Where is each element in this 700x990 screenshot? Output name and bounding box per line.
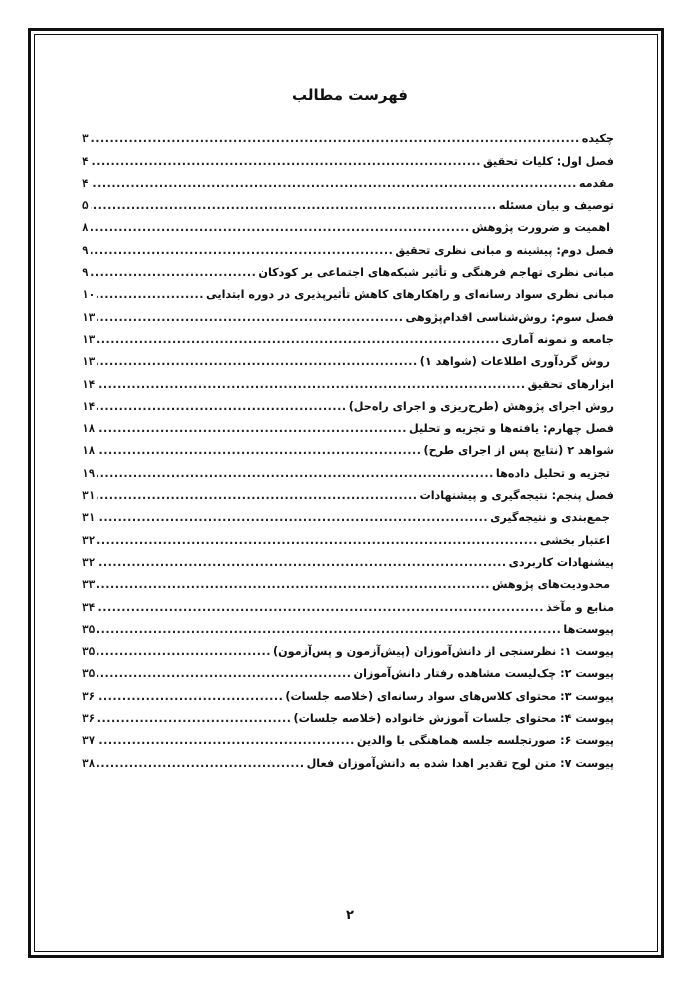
toc-entry[interactable] xyxy=(82,258,614,280)
toc-entry-page: ۳۵ xyxy=(82,622,96,636)
toc-leader-dots xyxy=(97,422,407,436)
toc-entry-page: ۳۷ xyxy=(82,734,96,748)
toc-entry-page: ۳۵ xyxy=(82,645,96,659)
toc-entry[interactable] xyxy=(82,637,614,659)
toc-entry[interactable] xyxy=(82,280,614,302)
toc-leader-dots xyxy=(97,556,506,570)
toc-entry-title: توصیف و بیان مسئله xyxy=(498,199,614,213)
toc-entry[interactable] xyxy=(82,235,614,257)
toc-entry-title: فصل چهارم: یافته‌ها و تجزیه و تحلیل xyxy=(408,422,614,436)
toc-entry-title: پیوست‌ها xyxy=(563,622,614,636)
toc-leader-dots xyxy=(97,534,538,548)
toc-entry-title: جمع‌بندی و نتیجه‌گیری xyxy=(490,511,610,525)
toc-entry[interactable] xyxy=(82,503,614,525)
toc-entry-title: مبانی نظری تهاجم فرهنگی و تأثیر شبکه‌های اجتماعی بر کودکان xyxy=(258,266,614,280)
toc-entry-page: ۳ xyxy=(82,132,89,146)
toc-entry[interactable] xyxy=(82,124,614,146)
toc-entry[interactable] xyxy=(82,726,614,748)
toc-entry[interactable] xyxy=(82,302,614,324)
toc-leader-dots xyxy=(97,712,291,726)
toc-leader-dots xyxy=(91,199,497,213)
toc-leader-dots xyxy=(97,667,351,681)
toc-entry[interactable] xyxy=(82,436,614,458)
toc-entry[interactable] xyxy=(82,347,614,369)
toc-entry-page: ۸ xyxy=(82,221,89,235)
toc-leader-dots xyxy=(97,734,355,748)
toc-entry-title: پیشنهادات کاربردی xyxy=(508,555,614,569)
toc-entry-page: ۳۴ xyxy=(82,600,96,614)
toc-entry[interactable] xyxy=(82,325,614,347)
toc-entry-page: ۳۸ xyxy=(82,756,96,770)
toc-entry-title: مبانی نظری سواد رسانه‌ای و راهکارهای کاهش تأثیرپذیری در دوره ابتدایی xyxy=(206,288,614,302)
toc-entry[interactable] xyxy=(82,748,614,770)
toc-leader-dots xyxy=(97,288,204,302)
toc-entry-title: محدودیت‌های پژوهش xyxy=(492,578,610,592)
toc-entry[interactable] xyxy=(82,525,614,547)
toc-entry-title: روش گردآوری اطلاعات (شواهد ۱) xyxy=(419,355,610,369)
toc-entry[interactable] xyxy=(82,414,614,436)
toc-entry-title: اعتبار بخشی xyxy=(539,533,610,547)
page-title: فهرست مطالب xyxy=(292,86,408,104)
toc-entry[interactable] xyxy=(82,213,614,235)
toc-leader-dots xyxy=(97,601,544,615)
toc-entry-title: منابع و مآخذ xyxy=(546,600,614,614)
toc-entry-title: مقدمه xyxy=(578,176,614,190)
toc-entry-title: پیوست ۷: متن لوح تقدیر اهدا شده به دانش‌آموزان فعال xyxy=(306,756,614,770)
toc-leader-dots xyxy=(91,155,481,169)
toc-leader-dots xyxy=(91,244,394,258)
toc-entry-title: پیوست ۲: چک‌لیست مشاهده رفتار دانش‌آموزان xyxy=(353,667,614,681)
toc-entry-page: ۵ xyxy=(82,199,89,213)
toc-entry-title: پیوست ۱: نظرسنجی از دانش‌آموزان (پیش‌آزمون و پس‌آزمون) xyxy=(273,645,614,659)
toc-leader-dots xyxy=(97,511,488,525)
toc-entry-page: ۱۸ xyxy=(82,422,96,436)
toc-entry-title: ابزارهای تحقیق xyxy=(527,377,614,391)
toc-entry[interactable] xyxy=(82,570,614,592)
toc-leader-dots xyxy=(97,333,499,347)
toc-entry[interactable] xyxy=(82,392,614,414)
toc-leader-dots xyxy=(97,400,346,414)
toc-entry-title: فصل پنجم: نتیجه‌گیری و پیشنهادات xyxy=(419,489,614,503)
toc-entry-title: پیوست ۶: صورتجلسه جلسه هماهنگی با والدین xyxy=(356,734,614,748)
toc-entry[interactable] xyxy=(82,704,614,726)
toc-entry-page: ۱۹ xyxy=(82,466,96,480)
toc-entry[interactable] xyxy=(82,659,614,681)
toc-leader-dots xyxy=(97,578,490,592)
toc-entry-page: ۹ xyxy=(82,243,89,257)
toc-entry-title: چکیده xyxy=(581,132,614,146)
toc-leader-dots xyxy=(97,489,417,503)
toc-entry-page: ۴ xyxy=(82,154,89,168)
toc-entry-title: پیوست ۴: محتوای جلسات آموزش خانواده (خلاصه جلسات) xyxy=(293,712,614,726)
toc-entry-page: ۱۰ xyxy=(82,288,96,302)
toc-entry-page: ۱۸ xyxy=(82,444,96,458)
toc-entry[interactable] xyxy=(82,615,614,637)
toc-entry-page: ۳۶ xyxy=(82,712,96,726)
toc-entry[interactable] xyxy=(82,548,614,570)
toc-leader-dots xyxy=(91,266,257,280)
toc-entry[interactable] xyxy=(82,369,614,391)
toc-entry-title: اهمیت و ضرورت پژوهش xyxy=(471,221,610,235)
toc-entry[interactable] xyxy=(82,681,614,703)
toc-entry-page: ۱۴ xyxy=(82,399,96,413)
toc-entry-page: ۹ xyxy=(82,266,89,280)
toc-leader-dots xyxy=(97,378,525,392)
page-number: ۲ xyxy=(346,908,354,923)
toc-leader-dots xyxy=(91,221,470,235)
toc-leader-dots xyxy=(97,467,494,481)
toc-entry-page: ۴ xyxy=(82,176,89,190)
toc-leader-dots xyxy=(97,690,283,704)
toc-leader-dots xyxy=(97,311,403,325)
toc-leader-dots xyxy=(97,355,418,369)
toc-entry[interactable] xyxy=(82,146,614,168)
toc-leader-dots xyxy=(91,177,577,191)
toc-leader-dots xyxy=(97,757,304,771)
toc-entry-title: فصل اول: کلیات تحقیق xyxy=(482,154,614,168)
toc-entry-page: ۱۳ xyxy=(82,310,96,324)
toc-entry-title: فصل دوم: پیشینه و مبانی نظری تحقیق xyxy=(395,243,614,257)
toc-leader-dots xyxy=(91,132,580,146)
toc-entry-page: ۱۴ xyxy=(82,377,96,391)
toc-entry-page: ۳۵ xyxy=(82,667,96,681)
toc-entry-page: ۳۲ xyxy=(82,555,96,569)
toc-entry-page: ۱۳ xyxy=(82,355,96,369)
toc-entry-page: ۳۱ xyxy=(82,489,96,503)
toc-entry[interactable] xyxy=(82,592,614,614)
toc-entry-title: روش اجرای پژوهش (طرح‌ریزی و اجرای راه‌حل) xyxy=(348,399,614,413)
toc-entry-page: ۳۲ xyxy=(82,533,96,547)
toc-entry-title: تجزیه و تحلیل داده‌ها xyxy=(495,466,610,480)
toc-leader-dots xyxy=(97,444,421,458)
toc-leader-dots xyxy=(97,623,561,637)
table-of-contents xyxy=(82,124,614,771)
toc-entry-page: ۳۳ xyxy=(82,578,96,592)
toc-entry-title: جامعه و نمونه آماری xyxy=(501,332,614,346)
toc-entry-page: ۱۳ xyxy=(82,332,96,346)
toc-entry-page: ۳۶ xyxy=(82,689,96,703)
toc-leader-dots xyxy=(97,645,271,659)
toc-entry[interactable] xyxy=(82,458,614,480)
toc-entry-title: پیوست ۳: محتوای کلاس‌های سواد رسانه‌ای (خلاصه جلسات) xyxy=(285,689,614,703)
toc-entry[interactable] xyxy=(82,481,614,503)
toc-entry[interactable] xyxy=(82,191,614,213)
toc-entry[interactable] xyxy=(82,169,614,191)
toc-entry-title: شواهد ۲ (نتایج پس از اجرای طرح) xyxy=(423,444,614,458)
toc-entry-page: ۳۱ xyxy=(82,511,96,525)
toc-entry-title: فصل سوم: روش‌شناسی اقدام‌پژوهی xyxy=(405,310,614,324)
